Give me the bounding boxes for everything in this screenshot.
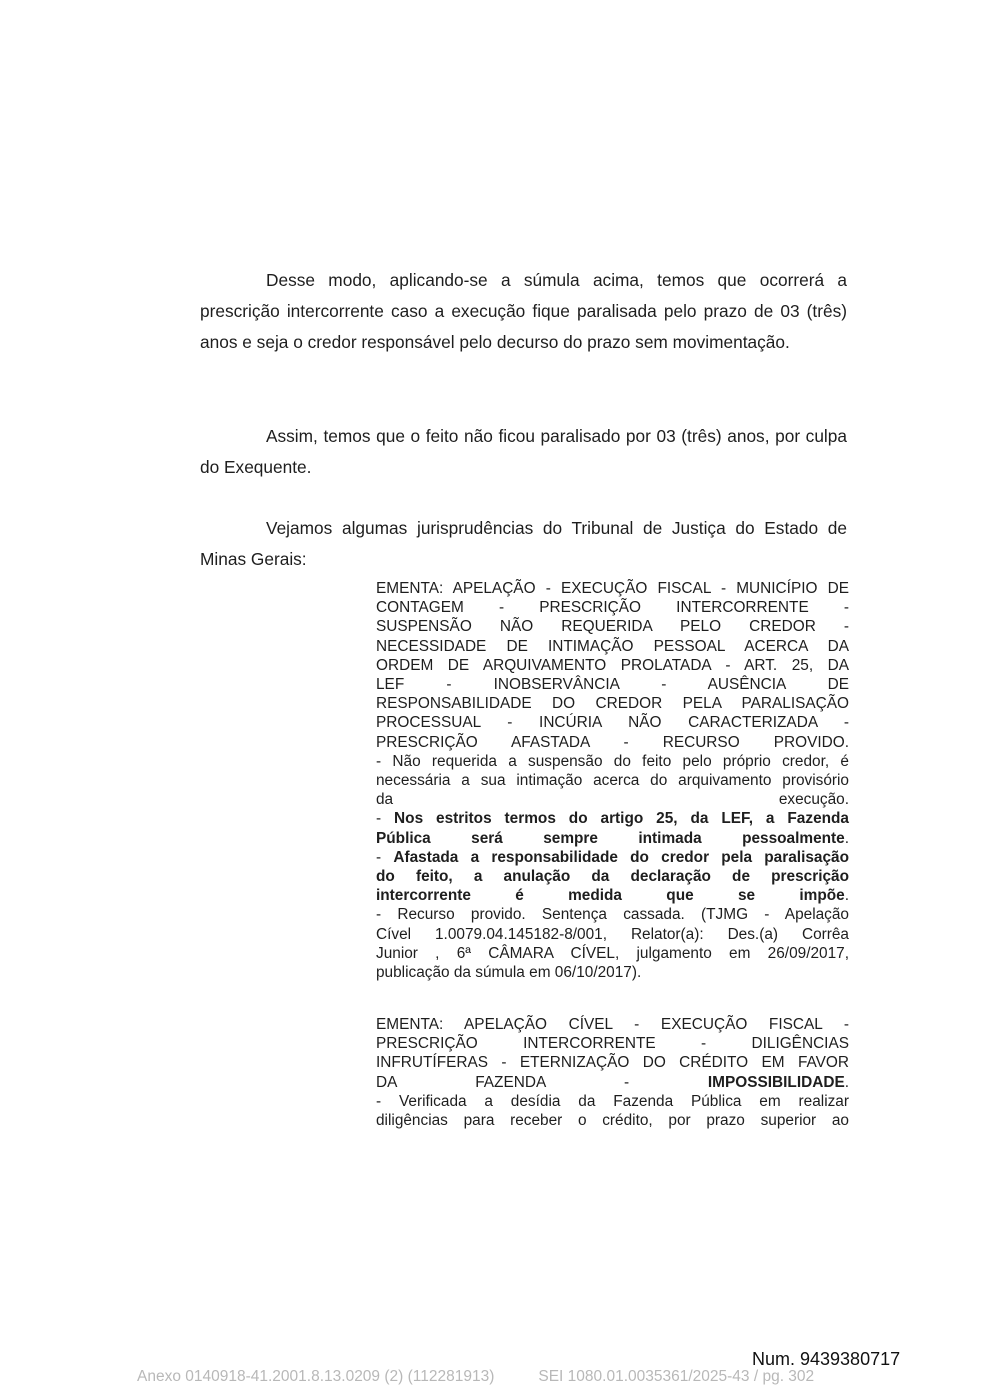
jurisprudence-quote-1 [376,579,849,982]
quote1-line-5: ORDEM DE ARQUIVAMENTO PROLATADA - ART. 25, DA [376,656,849,674]
quote1-line-3: SUSPENSÃO NÃO REQUERIDA PELO CREDOR - [376,618,849,636]
paragraph-3: Vejamos algumas jurisprudências do Tribunal de Justiça do Estado de Minas Gerais: [200,518,847,569]
quote2-line-1: EMENTA: APELAÇÃO CÍVEL - EXECUÇÃO FISCAL - [376,1016,849,1033]
quote1-line-12: da execução. [376,791,849,809]
sei-reference: SEI 1080.01.0035361/2025-43 / pg. 302 [538,1368,815,1385]
quote1-line-10: - Não requerida a suspensão do feito pelo próprio credor, é [376,752,849,770]
quote2-line-4: DA FAZENDA - IMPOSSIBILIDADE. [376,1073,849,1091]
quote1-bold-line-3: - Afastada a responsabilidade do credor pela paralisação [376,848,849,866]
quote2-tail-line-1: - Verificada a desídia da Fazenda Pública em realizar [376,1092,849,1110]
quote1-tail-line-3: Junior , 6ª CÂMARA CÍVEL, julgamento em 26/09/2017, [376,944,849,962]
paragraph-1: Desse modo, aplicando-se a súmula acima, temos que ocorrerá a prescrição intercorrente caso a execução fique paralisada pelo prazo de 03 (três) anos e seja o credor responsável pelo decurso do prazo sem movimentação. [200,270,847,352]
quote2-line-2: PRESCRIÇÃO INTERCORRENTE - DILIGÊNCIAS [376,1035,849,1053]
quote1-line-9: PRESCRIÇÃO AFASTADA - RECURSO PROVIDO. [376,733,849,751]
quote1-line-2: CONTAGEM - PRESCRIÇÃO INTERCORRENTE - [376,599,849,617]
paragraph-2: Assim, temos que o feito não ficou paralisado por 03 (três) anos, por culpa do Exequente. [200,426,847,477]
quote1-line-4: NECESSIDADE DE INTIMAÇÃO PESSOAL ACERCA DA [376,637,849,655]
quote1-line-6: LEF - INOBSERVÂNCIA - AUSÊNCIA DE [376,676,849,694]
quote1-bold-line-2: Pública será sempre intimada pessoalmente. [376,829,849,847]
annex-footer [137,1368,814,1386]
quote1-line-7: RESPONSABILIDADE DO CREDOR PELA PARALISAÇÃO [376,695,849,713]
quote1-bold-line-1: - Nos estritos termos do artigo 25, da LEF, a Fazenda [376,810,849,828]
quote1-tail-line-1: - Recurso provido. Sentença cassada. (TJMG - Apelação [376,906,849,924]
jurisprudence-quote-2 [376,1015,849,1130]
quote1-bold-line-5: intercorrente é medida que se impõe. [376,887,849,905]
quote1-line-1: EMENTA: APELAÇÃO - EXECUÇÃO FISCAL - MUNICÍPIO DE [376,580,849,597]
annex-reference: Anexo 0140918-41.2001.8.13.0209 (2) (112281913) [137,1368,495,1385]
quote1-bold-line-4: do feito, a anulação da declaração de prescrição [376,868,849,886]
quote2-line-3: INFRUTÍFERAS - ETERNIZAÇÃO DO CRÉDITO EM FAVOR [376,1054,849,1072]
document-number: Num. 9439380717 [752,1349,901,1369]
quote1-line-8: PROCESSUAL - INCÚRIA NÃO CARACTERIZADA - [376,714,849,732]
quote1-tail-line-4: publicação da súmula em 06/10/2017). [376,964,642,982]
quote1-line-11: necessária a sua intimação acerca do arquivamento provisório [376,772,849,790]
quote1-tail-line-2: Cível 1.0079.04.145182-8/001, Relator(a): Des.(a) Corrêa [376,925,849,943]
quote2-tail-line-2: diligências para receber o crédito, por prazo superior ao [376,1112,849,1130]
